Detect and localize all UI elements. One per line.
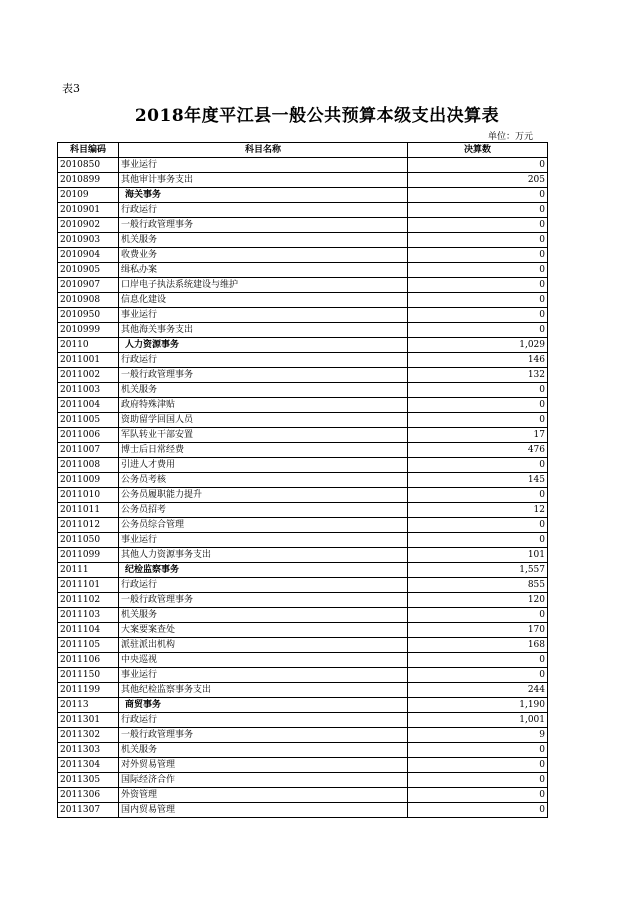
table-row [58,353,548,368]
row-name: 事业运行 [119,668,408,683]
row-code: 20110 [58,338,119,353]
row-name: 纪检监察事务 [119,563,408,578]
row-amount: 0 [408,518,548,533]
row-code: 2010905 [58,263,119,278]
row-amount: 145 [408,473,548,488]
row-name: 外资管理 [119,788,408,803]
row-code: 20111 [58,563,119,578]
table-row [58,713,548,728]
table-row [58,533,548,548]
table-row [58,263,548,278]
row-code: 2010901 [58,203,119,218]
row-name: 国内贸易管理 [119,803,408,818]
row-amount: 0 [408,278,548,293]
table-row [58,593,548,608]
document-title: 2018年度平江县一般公共预算本级支出决算表 [134,106,500,126]
unit-label: 单位：万元 [488,132,534,142]
row-name: 其他人力资源事务支出 [119,548,408,563]
table-number-label: 表3 [62,82,80,95]
table-row [58,788,548,803]
row-name: 口岸电子执法系统建设与维护 [119,278,408,293]
row-name: 一般行政管理事务 [119,593,408,608]
table-row [58,413,548,428]
row-code: 2011050 [58,533,119,548]
row-amount: 0 [408,188,548,203]
row-code: 2010999 [58,323,119,338]
row-code: 2010902 [58,218,119,233]
row-code: 2010908 [58,293,119,308]
row-code: 2011005 [58,413,119,428]
row-name: 行政运行 [119,203,408,218]
table-row [58,548,548,563]
row-code: 2010903 [58,233,119,248]
row-name: 行政运行 [119,353,408,368]
row-code: 2011011 [58,503,119,518]
table-group-row [58,698,548,713]
row-name: 一般行政管理事务 [119,728,408,743]
row-name: 缉私办案 [119,263,408,278]
row-name: 军队转业干部安置 [119,428,408,443]
row-code: 2011006 [58,428,119,443]
table-row [58,473,548,488]
row-name: 机关服务 [119,743,408,758]
row-amount: 0 [408,308,548,323]
table-header-row [58,143,548,158]
row-code: 2010899 [58,173,119,188]
row-amount: 0 [408,293,548,308]
row-code: 2011007 [58,443,119,458]
row-code: 20113 [58,698,119,713]
row-code: 2011301 [58,713,119,728]
table-row [58,203,548,218]
row-amount: 0 [408,653,548,668]
table-row [58,743,548,758]
row-name: 机关服务 [119,608,408,623]
table-row [58,503,548,518]
row-name: 行政运行 [119,713,408,728]
header-code: 科目编码 [58,143,119,158]
row-amount: 9 [408,728,548,743]
row-amount: 170 [408,623,548,638]
row-name: 中央巡视 [119,653,408,668]
table-row [58,758,548,773]
row-name: 收费业务 [119,248,408,263]
row-amount: 0 [408,803,548,818]
row-code: 2011003 [58,383,119,398]
row-name: 事业运行 [119,158,408,173]
row-name: 人力资源事务 [119,338,408,353]
row-name: 公务员综合管理 [119,518,408,533]
row-name: 商贸事务 [119,698,408,713]
table-row [58,398,548,413]
table-row [58,653,548,668]
row-code: 2011302 [58,728,119,743]
row-code: 2010907 [58,278,119,293]
row-amount: 0 [408,263,548,278]
row-code: 20109 [58,188,119,203]
table-row [58,683,548,698]
row-amount: 0 [408,743,548,758]
row-name: 一般行政管理事务 [119,368,408,383]
table-row [58,278,548,293]
row-amount: 0 [408,413,548,428]
row-name: 对外贸易管理 [119,758,408,773]
table-row [58,173,548,188]
row-code: 2010850 [58,158,119,173]
row-code: 2011008 [58,458,119,473]
row-code: 2011104 [58,623,119,638]
row-amount: 0 [408,488,548,503]
row-amount: 1,557 [408,563,548,578]
table-row [58,608,548,623]
table-row [58,773,548,788]
row-amount: 0 [408,668,548,683]
row-code: 2011306 [58,788,119,803]
row-amount: 0 [408,788,548,803]
table-group-row [58,188,548,203]
row-code: 2011004 [58,398,119,413]
row-code: 2010950 [58,308,119,323]
table-body [58,158,548,818]
row-code: 2011150 [58,668,119,683]
row-amount: 1,190 [408,698,548,713]
row-code: 2011307 [58,803,119,818]
row-amount: 0 [408,218,548,233]
table-row [58,308,548,323]
table-row [58,518,548,533]
row-code: 2011012 [58,518,119,533]
row-amount: 17 [408,428,548,443]
budget-table [57,142,548,818]
row-name: 博士后日常经费 [119,443,408,458]
row-code: 2011009 [58,473,119,488]
row-name: 派驻派出机构 [119,638,408,653]
row-amount: 0 [408,248,548,263]
table-group-row [58,563,548,578]
row-amount: 0 [408,323,548,338]
row-name: 海关事务 [119,188,408,203]
row-amount: 12 [408,503,548,518]
row-amount: 132 [408,368,548,383]
row-name: 行政运行 [119,578,408,593]
row-code: 2011103 [58,608,119,623]
header-amount: 决算数 [408,143,548,158]
table-row [58,488,548,503]
row-amount: 1,001 [408,713,548,728]
row-code: 2011304 [58,758,119,773]
table-row [58,728,548,743]
row-amount: 1,029 [408,338,548,353]
table-row [58,368,548,383]
row-code: 2011002 [58,368,119,383]
row-code: 2011106 [58,653,119,668]
table-row [58,578,548,593]
table-row [58,458,548,473]
row-name: 机关服务 [119,233,408,248]
table-row [58,623,548,638]
row-name: 公务员履职能力提升 [119,488,408,503]
row-name: 公务员招考 [119,503,408,518]
row-code: 2011101 [58,578,119,593]
row-name: 事业运行 [119,533,408,548]
row-name: 一般行政管理事务 [119,218,408,233]
row-code: 2010904 [58,248,119,263]
row-name: 资助留学回国人员 [119,413,408,428]
table-group-row [58,338,548,353]
row-code: 2011102 [58,593,119,608]
table-row [58,668,548,683]
row-amount: 101 [408,548,548,563]
row-name: 机关服务 [119,383,408,398]
table-row [58,248,548,263]
row-code: 2011105 [58,638,119,653]
table-row [58,428,548,443]
row-amount: 0 [408,773,548,788]
row-name: 政府特殊津贴 [119,398,408,413]
table-row [58,638,548,653]
row-amount: 120 [408,593,548,608]
table-row [58,383,548,398]
row-code: 2011001 [58,353,119,368]
table-row [58,158,548,173]
row-amount: 244 [408,683,548,698]
table-row [58,233,548,248]
row-name: 引进人才费用 [119,458,408,473]
row-amount: 0 [408,608,548,623]
table-row [58,323,548,338]
table-row [58,218,548,233]
row-code: 2011305 [58,773,119,788]
row-amount: 476 [408,443,548,458]
row-amount: 146 [408,353,548,368]
table-row [58,293,548,308]
row-amount: 0 [408,758,548,773]
row-code: 2011099 [58,548,119,563]
row-name: 其他审计事务支出 [119,173,408,188]
row-name: 其他纪检监察事务支出 [119,683,408,698]
row-code: 2011010 [58,488,119,503]
row-amount: 0 [408,203,548,218]
row-amount: 0 [408,158,548,173]
row-amount: 0 [408,383,548,398]
row-name: 事业运行 [119,308,408,323]
row-name: 信息化建设 [119,293,408,308]
row-name: 公务员考核 [119,473,408,488]
row-name: 大案要案查处 [119,623,408,638]
row-amount: 168 [408,638,548,653]
header-name: 科目名称 [119,143,408,158]
row-amount: 205 [408,173,548,188]
row-amount: 0 [408,533,548,548]
table-row [58,443,548,458]
row-code: 2011303 [58,743,119,758]
table-row [58,803,548,818]
row-amount: 855 [408,578,548,593]
row-amount: 0 [408,233,548,248]
row-amount: 0 [408,458,548,473]
row-code: 2011199 [58,683,119,698]
row-name: 国际经济合作 [119,773,408,788]
row-name: 其他海关事务支出 [119,323,408,338]
row-amount: 0 [408,398,548,413]
